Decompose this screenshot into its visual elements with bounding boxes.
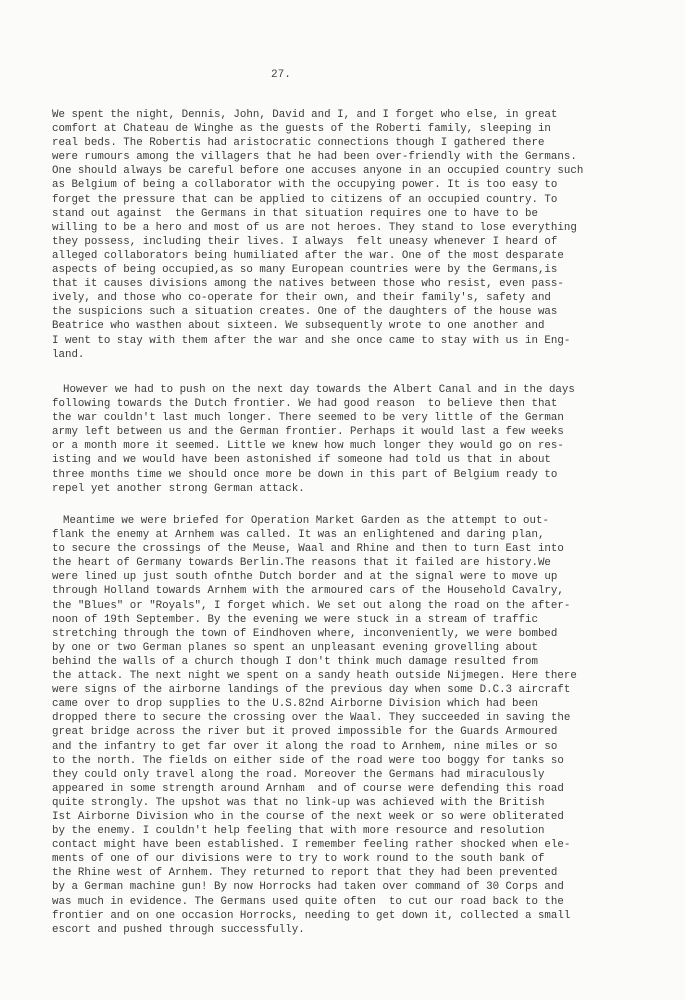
text-line: Meantime we were briefed for Operation Market Garden as the attempt to out- (63, 515, 549, 527)
text-line: appeared in some strength around Arnham and of course were defending this road (52, 782, 564, 795)
text-line: the "Blues" or "Royals", I forget which. We set out along the road on the after- (52, 599, 571, 612)
text-line: flank the enemy at Arnhem was called. It was an enlightened and daring plan, (52, 529, 545, 542)
text-line: and the infantry to get far over it along the road to Arnhem, nine miles or so (52, 740, 558, 753)
text-line: the Rhine west of Arnhem. They returned to report that they had been prevented (52, 867, 558, 880)
text-line: comfort at Chateau de Winghe as the guests of the Roberti family, sleeping in (52, 123, 551, 136)
text-line: behind the walls of a church though I don't think much damage resulted from (52, 655, 538, 668)
text-line: forget the pressure that can be applied to citizens of an occupied country. To (52, 193, 558, 206)
text-line: by the enemy. I couldn't help feeling that with more resource and resolution (52, 825, 545, 838)
page-number: 27. (271, 69, 291, 81)
text-line: alleged collaborators being humiliated after the war. One of the most desparate (52, 249, 564, 262)
text-line: were signs of the airborne landings of the previous day when some D.C.3 aircraft (52, 684, 571, 697)
paragraph-chateau (52, 108, 583, 362)
text-line: land. (52, 348, 85, 361)
text-line: Beatrice who wasthen about sixteen. We subsequently wrote to one another and (52, 320, 545, 333)
text-line: three months time we should once more be down in this part of Belgium ready to (52, 468, 558, 481)
text-line: willing to be a hero and most of us are not heroes. They stand to lose everything (52, 221, 577, 234)
text-line: dropped there to secure the crossing over the Waal. They succeeded in saving the (52, 712, 571, 725)
text-line: to secure the crossings of the Meuse, Waal and Rhine and then to turn East into (52, 543, 564, 556)
text-line: that it causes divisions among the natives between those who resist, even pass- (52, 278, 564, 291)
text-line: quite strongly. The upshot was that no link-up was achieved with the British (52, 796, 545, 809)
text-line: escort and pushed through successfully. (52, 923, 305, 936)
text-line: following towards the Dutch frontier. We had good reason to believe then that (52, 398, 558, 411)
text-line: contact might have been established. I remember feeling rather shocked when ele- (52, 839, 571, 852)
text-line: noon of 19th September. By the evening we were stuck in a stream of traffic (52, 613, 538, 626)
text-line: aspects of being occupied,as so many European countries were by the Germans,is (52, 264, 558, 277)
paragraph-albert-canal (52, 383, 575, 496)
text-line: they possess, including their lives. I always felt uneasy whenever I heard of (52, 235, 558, 248)
text-line: However we had to push on the next day towards the Albert Canal and in the days (63, 384, 575, 396)
text-line: One should always be careful before one accuses anyone in an occupied country such (52, 165, 584, 178)
text-line: by a German machine gun! By now Horrocks had taken over command of 30 Corps and (52, 881, 564, 894)
text-line: through Holland towards Arnhem with the armoured cars of the Household Cavalry, (52, 585, 564, 598)
text-line: to the north. The fields on either side of the road were too boggy for tanks so (52, 754, 564, 767)
text-line: ively, and those who co-operate for their own, and their family's, safety and (52, 292, 551, 305)
text-line: the attack. The next night we spent on a sandy heath outside Nijmegen. Here there (52, 670, 577, 683)
text-line: repel yet another strong German attack. (52, 482, 305, 495)
text-line: stretching through the town of Eindhoven where, inconveniently, we were bombed (52, 627, 558, 640)
paragraph-market-garden (52, 514, 577, 937)
text-line: the war couldn't last much longer. There seemed to be very little of the German (52, 412, 564, 425)
text-line: frontier and on one occasion Horrocks, needing to get down it, collected a small (52, 909, 571, 922)
text-line: were rumours among the villagers that he had been over-friendly with the Germans. (52, 151, 577, 164)
text-line: as Belgium of being a collaborator with the occupying power. It is too easy to (52, 179, 558, 192)
text-line: they could only travel along the road. Moreover the Germans had miraculously (52, 768, 545, 781)
text-line: real beds. The Robertis had aristocratic connections though I gathered there (52, 137, 545, 150)
text-line: Ist Airborne Division who in the course of the next week or so were obliterated (52, 810, 564, 823)
text-line: or a month more it seemed. Little we knew how much longer they would go on res- (52, 440, 564, 453)
text-line: I went to stay with them after the war and she once came to stay with us in Eng- (52, 334, 571, 347)
text-line: came over to drop supplies to the U.S.82nd Airborne Division which had been (52, 698, 538, 711)
text-line: army left between us and the German frontier. Perhaps it would last a few weeks (52, 426, 564, 439)
text-line: the suspicions such a situation creates. One of the daughters of the house was (52, 306, 558, 319)
text-line: by one or two German planes so spent an unpleasant evening grovelling about (52, 641, 538, 654)
text-line: were lined up just south ofnthe Dutch border and at the signal were to move up (52, 571, 558, 584)
text-line: great bridge across the river but it proved impossible for the Guards Armoured (52, 726, 558, 739)
text-line: stand out against the Germans in that situation requires one to have to be (52, 207, 538, 220)
text-line: ments of one of our divisions were to try to work round to the south bank of (52, 853, 545, 866)
text-line: the heart of Germany towards Berlin.The reasons that it failed are history.We (52, 557, 551, 570)
text-line: isting and we would have been astonished if someone had told us that in about (52, 454, 551, 467)
text-line: was much in evidence. The Germans used quite often to cut our road back to the (52, 895, 564, 908)
text-line: We spent the night, Dennis, John, David and I, and I forget who else, in great (52, 109, 558, 121)
